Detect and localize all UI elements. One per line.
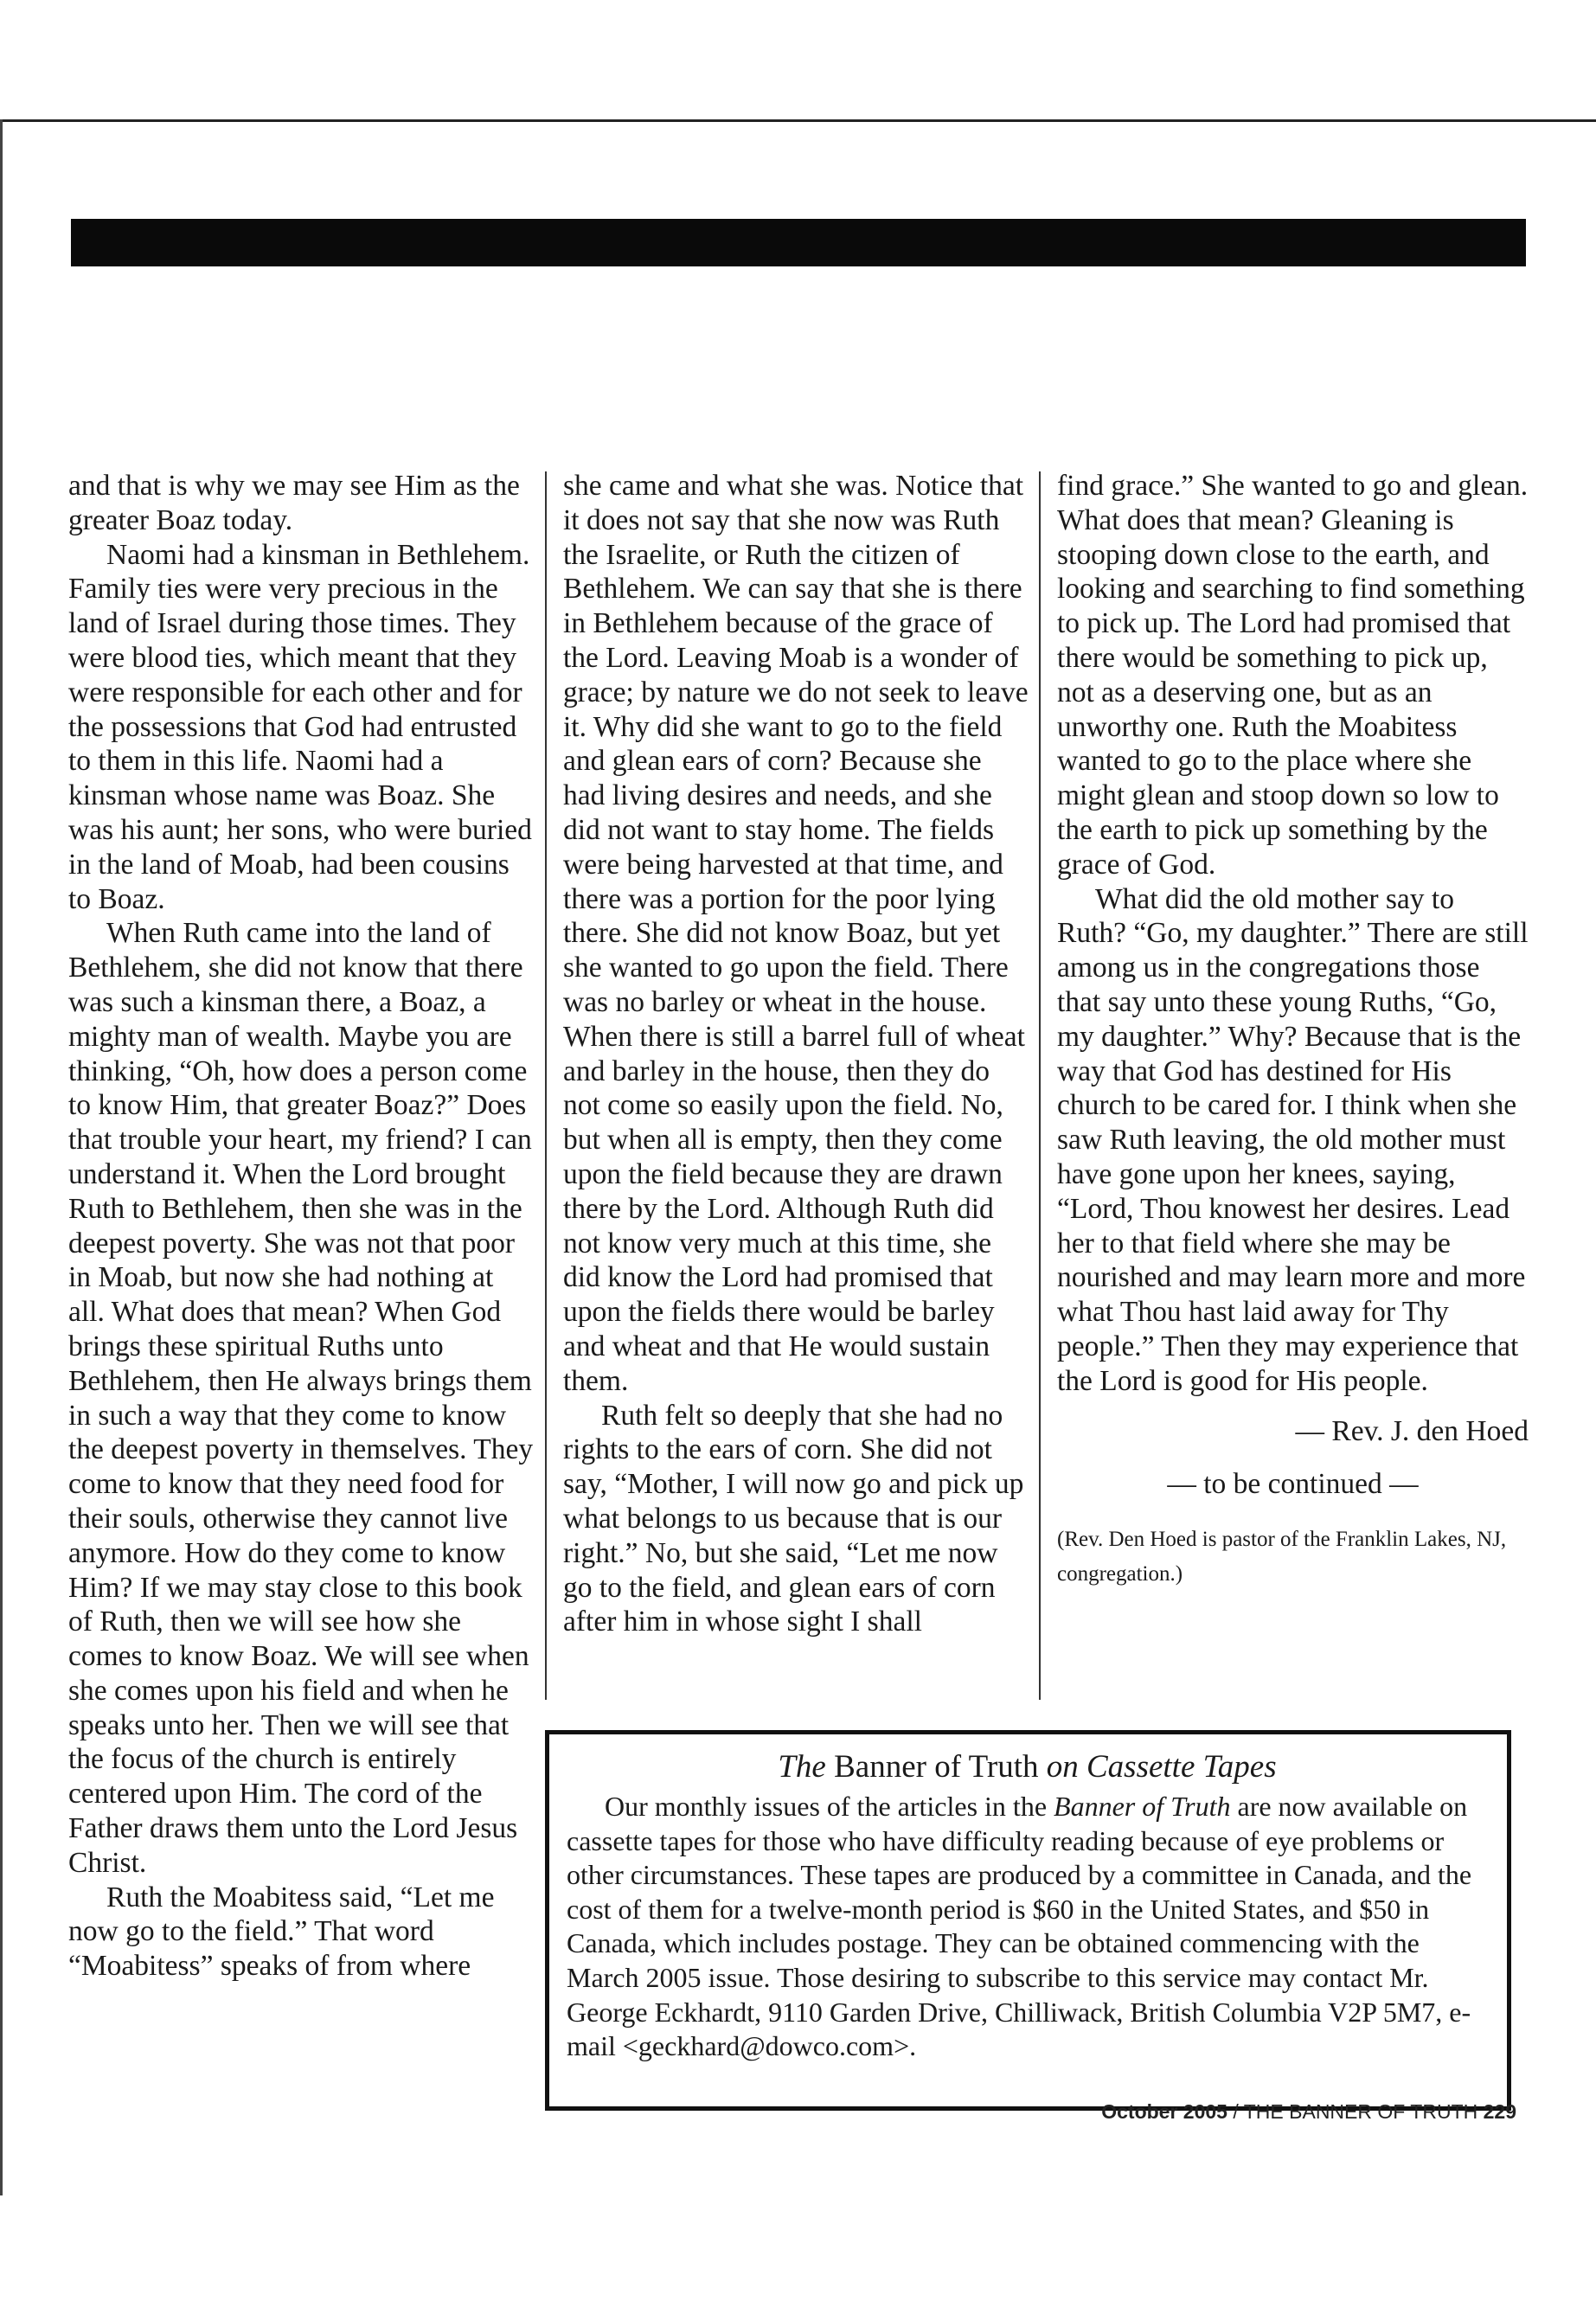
column-3 bbox=[1057, 469, 1529, 1592]
col3-paragraph-1: find grace.” She wanted to go and glean. What does that mean? Gleaning is stooping down close to the earth, and looking and searching to find something to pick up. The Lord had promised that there would be something to pick up, not as a deserving one, but as an unworthy one. Ruth the Moabitess wanted to go to the place where she might glean and stoop down so low to the earth to pick up something by the grace of God. bbox=[1057, 470, 1529, 881]
notice-body-part-1: Our monthly issues of the articles in the bbox=[605, 1791, 1054, 1822]
author-signature: — Rev. J. den Hoed bbox=[1295, 1414, 1529, 1447]
col2-paragraph-2: Ruth felt so deeply that she had no rights to the ears of corn. She did not say, “Mother, I will now go and pick up what belongs to us because that is our right.” No, but she said, “Let me now go to the field, and glean ears of corn after him in whose sight I shall bbox=[563, 1399, 1024, 1638]
notice-title-main: Banner of Truth bbox=[825, 1749, 1047, 1785]
footer-publication: THE BANNER OF TRUTH bbox=[1243, 2100, 1478, 2123]
column-2 bbox=[563, 469, 1030, 1639]
col1-paragraph-3: When Ruth came into the land of Bethlehem, she did not know that there was such a kinsman there, a Boaz, a mighty man of wealth. Maybe you are thinking, “Oh, how does a person come to know Him, that greater Boaz?” Does that trouble your heart, my friend? I can understand it. When the Lord brought Ruth to Bethlehem, then she was in the deepest poverty. She was not that poor in Moab, but now she had nothing at all. What does that mean? When God brings these spiritual Ruths unto Bethlehem, then He always brings them in such a way that they come to know the deepest poverty in themselves. They come to know that they need food for their souls, otherwise they cannot live anymore. How do they come to know Him? If we may stay close to this book of Ruth, then we will see how she comes to know Boaz. We will see when she comes upon his field and when he speaks unto her. Then we will see that the focus of the church is entirely centered upon Him. The cord of the Father draws them unto the Lord Jesus Christ. bbox=[68, 917, 534, 1879]
page-left-edge bbox=[0, 119, 3, 2195]
notice-body-title-italic: Banner of Truth bbox=[1054, 1791, 1231, 1822]
cassette-tapes-notice bbox=[545, 1730, 1511, 2111]
column-divider-2 bbox=[1039, 471, 1041, 1700]
notice-title-the: The bbox=[778, 1749, 826, 1785]
col1-paragraph-2: Naomi had a kinsman in Bethlehem. Family ties were very precious in the land of Israel during those times. They were blood ties, which meant that they were responsible for each other and for the possessions that God had entrusted to them in this life. Naomi had a kinsman whose name was Boaz. She was his aunt; her sons, who were buried in the land of Moab, had been cousins to Boaz. bbox=[68, 538, 532, 915]
notice-body-part-2: are now available on cassette tapes for those who have difficulty reading because of eye problems or other circumstances. These tapes are produced by a committee in Canada, and the cost of them for a twelve-month period is $60 in the United States, and $50 in Canada, which includes postage. They can be obtained commencing with the March 2005 issue. Those desiring to subscribe to this service may contact Mr. George Eckhardt, 9110 Garden Drive, Chilliwack, British Columbia V2P 5M7, e-mail <geckhard@dowco.com>. bbox=[567, 1791, 1472, 2062]
footer-separator: / bbox=[1227, 2100, 1244, 2123]
notice-title-cassette: on Cassette Tapes bbox=[1046, 1749, 1277, 1785]
notice-title bbox=[567, 1748, 1488, 1786]
header-black-band bbox=[71, 219, 1526, 266]
col2-paragraph-1: she came and what she was. Notice that it does not say that she now was Ruth the Israelite, or Ruth the citizen of Bethlehem. We can say that she is there in Bethlehem because of the grace of the Lord. Leaving Moab is a wonder of grace; by nature we do not seek to leave it. Why did she want to go to the field and glean ears of corn? Because she had living desires and needs, and she did not want to stay home. The fields were being harvested at that time, and there was a portion for the poor lying there. She did not know Boaz, but yet she wanted to go upon the field. There was no barley or wheat in the house. When there is still a barrel full of wheat and barley in the house, then they do not come so easily upon the field. No, but when all is empty, then they come upon the field because they are drawn there by the Lord. Although Ruth did not know very much at this time, she did know the Lord had promised that upon the fields there would be barley and wheat and that He would sustain them. bbox=[563, 470, 1029, 1397]
col1-paragraph-1: and that is why we may see Him as the greater Boaz today. bbox=[68, 470, 520, 536]
col1-paragraph-4: Ruth the Moabitess said, “Let me now go to the field.” That word “Moabitess” speaks of from where bbox=[68, 1881, 495, 1983]
column-divider-1 bbox=[545, 471, 547, 1700]
column-1 bbox=[68, 469, 535, 1984]
footer-page-number: 229 bbox=[1483, 2100, 1516, 2123]
author-bio-note: (Rev. Den Hoed is pastor of the Franklin Lakes, NJ, congregation.) bbox=[1057, 1528, 1507, 1586]
to-be-continued: — to be continued — bbox=[1167, 1468, 1419, 1501]
col3-paragraph-2: What did the old mother say to Ruth? “Go, my daughter.” There are still among us in the congregations those that say unto these young Ruths, “Go, my daughter.” Why? Because that is the way that God has destined for His church to be cared for. I think when she saw Ruth leaving, the old mother must have gone upon her knees, saying, “Lord, Thou knowest her desires. Lead her to that field where she may be nourished and may learn more and more what Thou hast laid away for Thy people.” Then they may experience that the Lord is good for His people. bbox=[1057, 882, 1529, 1397]
footer-date: October 2005 bbox=[1101, 2100, 1227, 2123]
page-footer bbox=[1101, 2100, 1516, 2124]
top-rule bbox=[0, 119, 1596, 122]
notice-body bbox=[567, 1790, 1488, 2064]
